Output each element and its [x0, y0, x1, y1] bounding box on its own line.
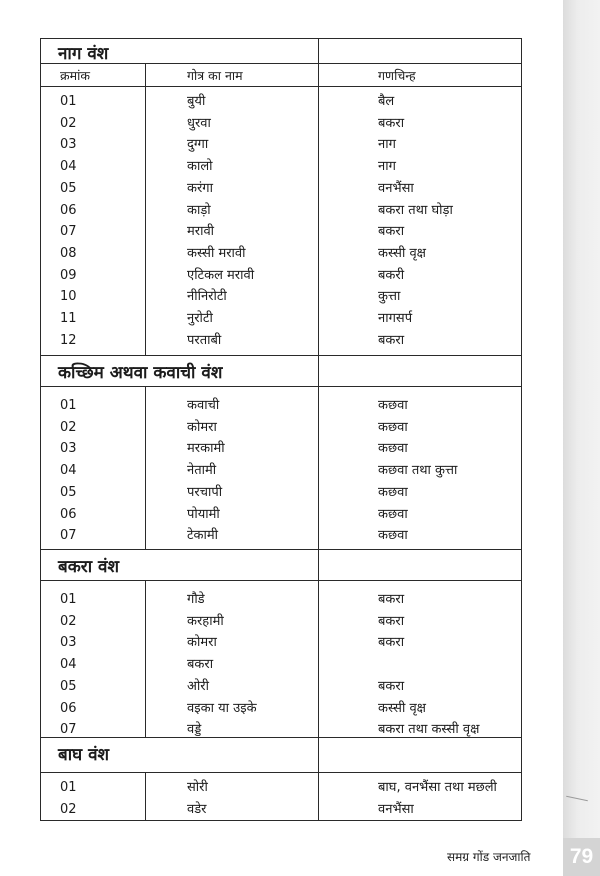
totem: कस्सी वृक्ष	[378, 245, 427, 261]
gotra-name: मरावी	[187, 224, 215, 240]
totem: वनभैंसा	[378, 801, 414, 817]
gotra-name: मरकामी	[187, 441, 225, 457]
serial-number: 03	[60, 137, 77, 153]
totem: बकरा	[378, 115, 405, 131]
serial-number: 04	[60, 657, 77, 673]
totem: कछवा	[378, 506, 408, 522]
gotra-name: कोमरा	[187, 419, 217, 435]
totem: कछवा	[378, 398, 408, 413]
page-number: 79	[563, 838, 600, 876]
serial-number: 06	[60, 506, 77, 522]
serial-number: 03	[60, 441, 77, 457]
serial-number: 06	[60, 202, 77, 218]
gotra-name: नेतामी	[187, 463, 217, 479]
column-divider	[318, 549, 319, 737]
gotra-name: दुग्गा	[187, 137, 209, 153]
gotra-name: पोयामी	[187, 506, 220, 522]
gotra-name: कोमरा	[187, 635, 217, 651]
page-margin-strip	[563, 0, 600, 876]
totem: नागसर्प	[378, 311, 413, 326]
horizontal-rule	[40, 580, 522, 581]
gotra-name: एटिकल मरावी	[187, 267, 255, 283]
totem: कछवा	[378, 528, 408, 544]
totem: बकरी	[378, 267, 405, 283]
column-divider	[318, 737, 319, 821]
section-title: कच्छिम अथवा कवाची वंश	[58, 363, 223, 383]
horizontal-rule	[40, 772, 522, 773]
totem: वनभैंसा	[378, 180, 414, 196]
section-title: बकरा वंश	[58, 557, 120, 577]
section-title: नाग वंश	[58, 44, 109, 64]
column-header: क्रमांक	[60, 68, 90, 83]
serial-number: 06	[60, 700, 77, 716]
horizontal-rule	[40, 549, 522, 550]
totem: बकरा तथा कस्सी वृक्ष	[378, 722, 480, 738]
totem: बकरा	[378, 332, 405, 348]
gotra-name: वडेर	[187, 801, 207, 817]
gotra-name: कालो	[187, 159, 213, 175]
serial-number: 02	[60, 419, 77, 435]
column-divider	[318, 38, 319, 355]
column-divider	[145, 580, 146, 737]
gotra-table	[40, 38, 522, 821]
serial-number: 01	[60, 398, 77, 413]
gotra-name: परचापी	[187, 484, 223, 500]
gotra-name: ओरी	[187, 678, 209, 694]
serial-number: 01	[60, 94, 77, 109]
gotra-name: सोरी	[187, 780, 208, 795]
gotra-name: कस्सी मरावी	[187, 245, 246, 261]
serial-number: 11	[60, 311, 77, 326]
column-divider	[145, 772, 146, 821]
gotra-name: काड़ो	[187, 202, 211, 218]
serial-number: 09	[60, 267, 77, 283]
totem: कछवा	[378, 484, 408, 500]
serial-number: 07	[60, 722, 77, 738]
serial-number: 10	[60, 289, 77, 305]
serial-number: 02	[60, 613, 77, 629]
horizontal-rule	[40, 63, 522, 64]
serial-number: 03	[60, 635, 77, 651]
gotra-name: बकरा	[187, 657, 214, 673]
totem: कछवा	[378, 441, 408, 457]
serial-number: 01	[60, 780, 77, 795]
serial-number: 05	[60, 180, 77, 196]
serial-number: 07	[60, 528, 77, 544]
gotra-name: गौडे	[187, 592, 205, 607]
horizontal-rule	[40, 386, 522, 387]
serial-number: 05	[60, 678, 77, 694]
gotra-name: करंगा	[187, 180, 213, 196]
totem: बैल	[378, 94, 395, 109]
totem: बकरा	[378, 635, 405, 651]
gotra-name: करहामी	[187, 613, 224, 629]
serial-number: 04	[60, 159, 77, 175]
serial-number: 04	[60, 463, 77, 479]
totem: नाग	[378, 137, 396, 153]
totem: बकरा	[378, 613, 405, 629]
column-divider	[145, 63, 146, 355]
horizontal-rule	[40, 355, 522, 356]
totem: कुत्ता	[378, 289, 401, 305]
totem: कस्सी वृक्ष	[378, 700, 427, 716]
section-title: बाघ वंश	[58, 745, 110, 765]
serial-number: 08	[60, 245, 77, 261]
column-divider	[145, 386, 146, 549]
gotra-name: टेकामी	[187, 528, 219, 544]
book-title: समग्र गोंड जनजाति	[447, 850, 531, 864]
gotra-name: बुयी	[187, 94, 206, 109]
gotra-name: वड्डे	[187, 722, 202, 738]
totem: बाघ, वनभैंसा तथा मछली	[378, 780, 497, 795]
gotra-name: कवाची	[187, 398, 220, 413]
serial-number: 01	[60, 592, 77, 607]
totem: बकरा	[378, 678, 405, 694]
serial-number: 12	[60, 332, 77, 348]
gotra-name: परताबी	[187, 332, 222, 348]
totem: बकरा	[378, 592, 405, 607]
serial-number: 02	[60, 115, 77, 131]
totem: बकरा	[378, 224, 405, 240]
gotra-name: धुरवा	[187, 115, 211, 131]
totem: बकरा तथा घोड़ा	[378, 202, 453, 218]
horizontal-rule	[40, 86, 522, 87]
serial-number: 02	[60, 801, 77, 817]
gotra-name: नीनिरोटी	[187, 289, 227, 305]
serial-number: 07	[60, 224, 77, 240]
gotra-name: नुरोटी	[187, 311, 213, 326]
column-header: गणचिन्ह	[378, 68, 416, 83]
gotra-name: वइका या उइके	[187, 700, 257, 716]
totem: कछवा तथा कुत्ता	[378, 463, 458, 479]
totem: नाग	[378, 159, 396, 175]
column-divider	[318, 355, 319, 549]
column-header: गोत्र का नाम	[187, 68, 243, 83]
totem: कछवा	[378, 419, 408, 435]
serial-number: 05	[60, 484, 77, 500]
